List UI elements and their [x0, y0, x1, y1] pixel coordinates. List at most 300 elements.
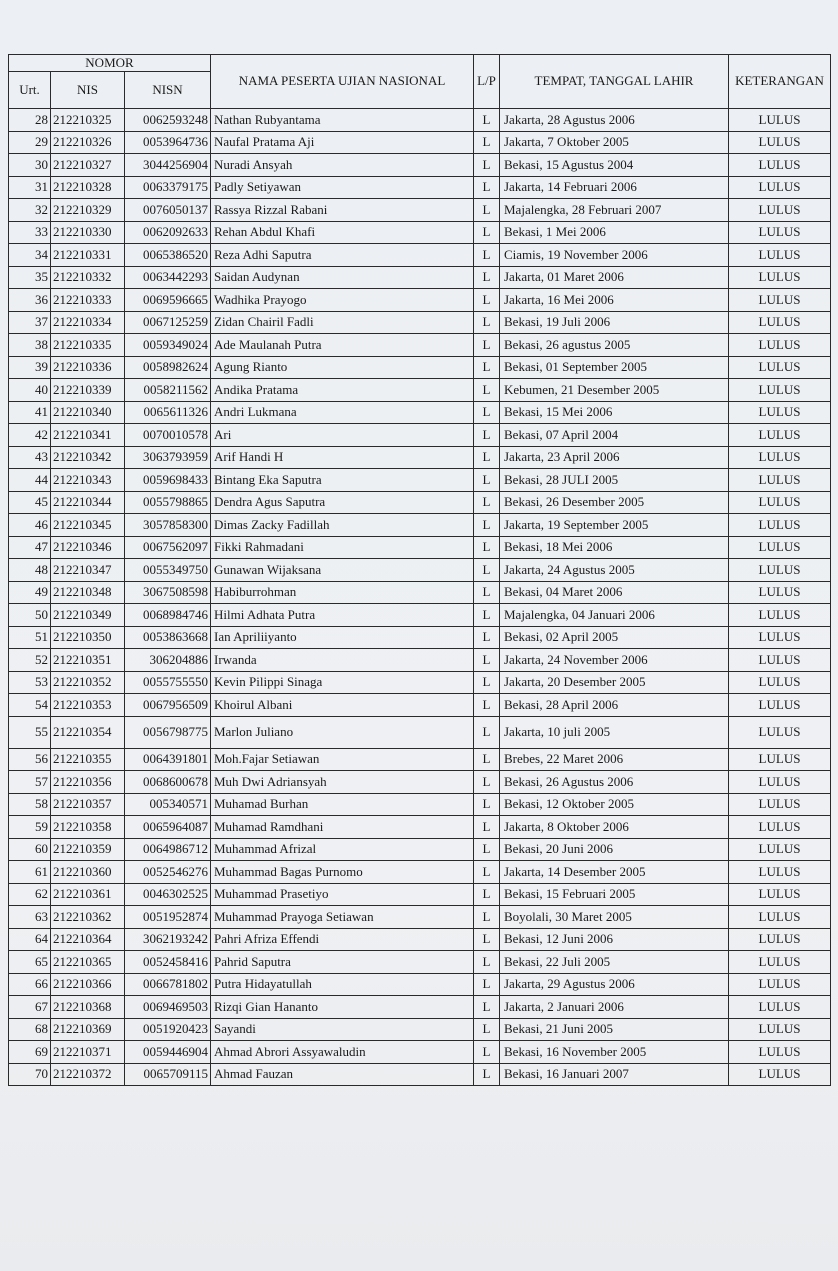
nis-cell: 212210371 — [51, 1041, 125, 1064]
gender-cell: L — [474, 514, 500, 537]
gender-cell: L — [474, 154, 500, 177]
nis-cell: 212210340 — [51, 401, 125, 424]
table-row — [9, 514, 831, 537]
gender-cell: L — [474, 446, 500, 469]
table-row — [9, 626, 831, 649]
name-cell: Habiburrohman — [211, 581, 474, 604]
table-row — [9, 581, 831, 604]
name-cell: Padly Setiyawan — [211, 176, 474, 199]
row-number: 55 — [9, 716, 51, 748]
status-cell: LULUS — [729, 906, 831, 929]
name-cell: Agung Rianto — [211, 356, 474, 379]
nisn-cell: 0065386520 — [125, 244, 211, 267]
nisn-cell: 3062193242 — [125, 928, 211, 951]
name-cell: Andri Lukmana — [211, 401, 474, 424]
nisn-cell: 0076050137 — [125, 199, 211, 222]
table-header — [9, 55, 831, 109]
row-number: 28 — [9, 109, 51, 132]
gender-cell: L — [474, 334, 500, 357]
birthplace-date-cell: Bekasi, 02 April 2005 — [500, 626, 729, 649]
header-nis: NIS — [51, 72, 125, 109]
nisn-cell: 0065964087 — [125, 816, 211, 839]
row-number: 38 — [9, 334, 51, 357]
status-cell: LULUS — [729, 771, 831, 794]
gender-cell: L — [474, 424, 500, 447]
nis-cell: 212210344 — [51, 491, 125, 514]
birthplace-date-cell: Jakarta, 20 Desember 2005 — [500, 671, 729, 694]
gender-cell: L — [474, 401, 500, 424]
nisn-cell: 0068984746 — [125, 604, 211, 627]
status-cell: LULUS — [729, 109, 831, 132]
row-number: 64 — [9, 928, 51, 951]
gender-cell: L — [474, 771, 500, 794]
row-number: 29 — [9, 131, 51, 154]
row-number: 59 — [9, 816, 51, 839]
name-cell: Muhamad Burhan — [211, 793, 474, 816]
table-row — [9, 716, 831, 748]
gender-cell: L — [474, 996, 500, 1019]
nis-cell: 212210327 — [51, 154, 125, 177]
gender-cell: L — [474, 671, 500, 694]
name-cell: Reza Adhi Saputra — [211, 244, 474, 267]
header-nomor: NOMOR — [9, 55, 211, 72]
status-cell: LULUS — [729, 379, 831, 402]
birthplace-date-cell: Majalengka, 04 Januari 2006 — [500, 604, 729, 627]
status-cell: LULUS — [729, 469, 831, 492]
table-row — [9, 446, 831, 469]
name-cell: Hilmi Adhata Putra — [211, 604, 474, 627]
nis-cell: 212210325 — [51, 109, 125, 132]
gender-cell: L — [474, 1018, 500, 1041]
name-cell: Khoirul Albani — [211, 694, 474, 717]
nisn-cell: 3044256904 — [125, 154, 211, 177]
gender-cell: L — [474, 793, 500, 816]
birthplace-date-cell: Bekasi, 15 Agustus 2004 — [500, 154, 729, 177]
status-cell: LULUS — [729, 928, 831, 951]
birthplace-date-cell: Jakarta, 24 November 2006 — [500, 649, 729, 672]
birthplace-date-cell: Bekasi, 04 Maret 2006 — [500, 581, 729, 604]
status-cell: LULUS — [729, 536, 831, 559]
nisn-cell: 0070010578 — [125, 424, 211, 447]
birthplace-date-cell: Jakarta, 10 juli 2005 — [500, 716, 729, 748]
birthplace-date-cell: Bekasi, 19 Juli 2006 — [500, 311, 729, 334]
name-cell: Nathan Rubyantama — [211, 109, 474, 132]
nisn-cell: 3063793959 — [125, 446, 211, 469]
nis-cell: 212210345 — [51, 514, 125, 537]
status-cell: LULUS — [729, 748, 831, 771]
header-urt: Urt. — [9, 72, 51, 109]
nisn-cell: 0064391801 — [125, 748, 211, 771]
gender-cell: L — [474, 838, 500, 861]
status-cell: LULUS — [729, 816, 831, 839]
birthplace-date-cell: Bekasi, 20 Juni 2006 — [500, 838, 729, 861]
row-number: 46 — [9, 514, 51, 537]
gender-cell: L — [474, 1063, 500, 1086]
status-cell: LULUS — [729, 581, 831, 604]
status-cell: LULUS — [729, 671, 831, 694]
table-row — [9, 838, 831, 861]
nisn-cell: 0055755550 — [125, 671, 211, 694]
gender-cell: L — [474, 109, 500, 132]
header-nisn: NISN — [125, 72, 211, 109]
status-cell: LULUS — [729, 973, 831, 996]
nis-cell: 212210358 — [51, 816, 125, 839]
nisn-cell: 0065611326 — [125, 401, 211, 424]
table-row — [9, 356, 831, 379]
birthplace-date-cell: Bekasi, 28 April 2006 — [500, 694, 729, 717]
name-cell: Andika Pratama — [211, 379, 474, 402]
table-row — [9, 379, 831, 402]
row-number: 68 — [9, 1018, 51, 1041]
row-number: 65 — [9, 951, 51, 974]
name-cell: Rassya Rizzal Rabani — [211, 199, 474, 222]
name-cell: Putra Hidayatullah — [211, 973, 474, 996]
table-row — [9, 244, 831, 267]
name-cell: Pahri Afriza Effendi — [211, 928, 474, 951]
status-cell: LULUS — [729, 861, 831, 884]
nis-cell: 212210349 — [51, 604, 125, 627]
nisn-cell: 3067508598 — [125, 581, 211, 604]
nis-cell: 212210352 — [51, 671, 125, 694]
name-cell: Gunawan Wijaksana — [211, 559, 474, 582]
name-cell: Dimas Zacky Fadillah — [211, 514, 474, 537]
row-number: 30 — [9, 154, 51, 177]
birthplace-date-cell: Jakarta, 16 Mei 2006 — [500, 289, 729, 312]
table-row — [9, 154, 831, 177]
birthplace-date-cell: Kebumen, 21 Desember 2005 — [500, 379, 729, 402]
name-cell: Ahmad Fauzan — [211, 1063, 474, 1086]
status-cell: LULUS — [729, 266, 831, 289]
row-number: 52 — [9, 649, 51, 672]
table-row — [9, 951, 831, 974]
birthplace-date-cell: Jakarta, 2 Januari 2006 — [500, 996, 729, 1019]
name-cell: Saidan Audynan — [211, 266, 474, 289]
birthplace-date-cell: Boyolali, 30 Maret 2005 — [500, 906, 729, 929]
nisn-cell: 0058982624 — [125, 356, 211, 379]
nisn-cell: 0055349750 — [125, 559, 211, 582]
nis-cell: 212210350 — [51, 626, 125, 649]
birthplace-date-cell: Bekasi, 26 Agustus 2006 — [500, 771, 729, 794]
nisn-cell: 0058211562 — [125, 379, 211, 402]
nisn-cell: 0067562097 — [125, 536, 211, 559]
table-row — [9, 289, 831, 312]
status-cell: LULUS — [729, 951, 831, 974]
birthplace-date-cell: Bekasi, 01 September 2005 — [500, 356, 729, 379]
status-cell: LULUS — [729, 154, 831, 177]
nis-cell: 212210361 — [51, 883, 125, 906]
gender-cell: L — [474, 883, 500, 906]
status-cell: LULUS — [729, 716, 831, 748]
gender-cell: L — [474, 951, 500, 974]
gender-cell: L — [474, 289, 500, 312]
gender-cell: L — [474, 626, 500, 649]
name-cell: Ian Apriliiyanto — [211, 626, 474, 649]
status-cell: LULUS — [729, 199, 831, 222]
table-row — [9, 424, 831, 447]
birthplace-date-cell: Bekasi, 12 Oktober 2005 — [500, 793, 729, 816]
row-number: 47 — [9, 536, 51, 559]
nis-cell: 212210353 — [51, 694, 125, 717]
nis-cell: 212210328 — [51, 176, 125, 199]
birthplace-date-cell: Jakarta, 19 September 2005 — [500, 514, 729, 537]
status-cell: LULUS — [729, 626, 831, 649]
row-number: 31 — [9, 176, 51, 199]
status-cell: LULUS — [729, 244, 831, 267]
birthplace-date-cell: Brebes, 22 Maret 2006 — [500, 748, 729, 771]
gender-cell: L — [474, 649, 500, 672]
gender-cell: L — [474, 311, 500, 334]
table-row — [9, 221, 831, 244]
gender-cell: L — [474, 928, 500, 951]
nis-cell: 212210360 — [51, 861, 125, 884]
birthplace-date-cell: Bekasi, 16 November 2005 — [500, 1041, 729, 1064]
table-row — [9, 906, 831, 929]
table-row — [9, 131, 831, 154]
nis-cell: 212210333 — [51, 289, 125, 312]
row-number: 60 — [9, 838, 51, 861]
status-cell: LULUS — [729, 289, 831, 312]
name-cell: Muhammad Prasetiyo — [211, 883, 474, 906]
table-row — [9, 771, 831, 794]
table-row — [9, 1063, 831, 1086]
nis-cell: 212210359 — [51, 838, 125, 861]
table-row — [9, 861, 831, 884]
table-row — [9, 266, 831, 289]
nisn-cell: 0059349024 — [125, 334, 211, 357]
header-nama: NAMA PESERTA UJIAN NASIONAL — [211, 55, 474, 109]
status-cell: LULUS — [729, 694, 831, 717]
nisn-cell: 0053964736 — [125, 131, 211, 154]
birthplace-date-cell: Jakarta, 14 Februari 2006 — [500, 176, 729, 199]
row-number: 50 — [9, 604, 51, 627]
name-cell: Naufal Pratama Aji — [211, 131, 474, 154]
nis-cell: 212210366 — [51, 973, 125, 996]
gender-cell: L — [474, 469, 500, 492]
nisn-cell: 0062092633 — [125, 221, 211, 244]
table-row — [9, 883, 831, 906]
status-cell: LULUS — [729, 996, 831, 1019]
row-number: 36 — [9, 289, 51, 312]
nisn-cell: 0056798775 — [125, 716, 211, 748]
gender-cell: L — [474, 1041, 500, 1064]
gender-cell: L — [474, 199, 500, 222]
row-number: 40 — [9, 379, 51, 402]
nisn-cell: 3057858300 — [125, 514, 211, 537]
birthplace-date-cell: Jakarta, 8 Oktober 2006 — [500, 816, 729, 839]
status-cell: LULUS — [729, 514, 831, 537]
name-cell: Fikki Rahmadani — [211, 536, 474, 559]
birthplace-date-cell: Bekasi, 26 agustus 2005 — [500, 334, 729, 357]
row-number: 33 — [9, 221, 51, 244]
gender-cell: L — [474, 716, 500, 748]
name-cell: Dendra Agus Saputra — [211, 491, 474, 514]
status-cell: LULUS — [729, 1041, 831, 1064]
name-cell: Muhamad Ramdhani — [211, 816, 474, 839]
nis-cell: 212210351 — [51, 649, 125, 672]
status-cell: LULUS — [729, 883, 831, 906]
status-cell: LULUS — [729, 491, 831, 514]
table-row — [9, 973, 831, 996]
nis-cell: 212210368 — [51, 996, 125, 1019]
nisn-cell: 0069596665 — [125, 289, 211, 312]
birthplace-date-cell: Jakarta, 29 Agustus 2006 — [500, 973, 729, 996]
nis-cell: 212210362 — [51, 906, 125, 929]
row-number: 67 — [9, 996, 51, 1019]
gender-cell: L — [474, 906, 500, 929]
nis-cell: 212210372 — [51, 1063, 125, 1086]
table-row — [9, 109, 831, 132]
name-cell: Bintang Eka Saputra — [211, 469, 474, 492]
gender-cell: L — [474, 581, 500, 604]
name-cell: Rizqi Gian Hananto — [211, 996, 474, 1019]
nisn-cell: 0052458416 — [125, 951, 211, 974]
row-number: 51 — [9, 626, 51, 649]
status-cell: LULUS — [729, 604, 831, 627]
table-row — [9, 536, 831, 559]
table-row — [9, 1018, 831, 1041]
table-row — [9, 816, 831, 839]
table-row — [9, 793, 831, 816]
nisn-cell: 0053863668 — [125, 626, 211, 649]
gender-cell: L — [474, 379, 500, 402]
nis-cell: 212210354 — [51, 716, 125, 748]
name-cell: Moh.Fajar Setiawan — [211, 748, 474, 771]
name-cell: Marlon Juliano — [211, 716, 474, 748]
nisn-cell: 0067125259 — [125, 311, 211, 334]
row-number: 32 — [9, 199, 51, 222]
status-cell: LULUS — [729, 176, 831, 199]
birthplace-date-cell: Bekasi, 26 Desember 2005 — [500, 491, 729, 514]
nis-cell: 212210347 — [51, 559, 125, 582]
gender-cell: L — [474, 221, 500, 244]
table-row — [9, 604, 831, 627]
birthplace-date-cell: Bekasi, 18 Mei 2006 — [500, 536, 729, 559]
header-ttl: TEMPAT, TANGGAL LAHIR — [500, 55, 729, 109]
nisn-cell: 306204886 — [125, 649, 211, 672]
nisn-cell: 0066781802 — [125, 973, 211, 996]
nis-cell: 212210346 — [51, 536, 125, 559]
gender-cell: L — [474, 816, 500, 839]
row-number: 62 — [9, 883, 51, 906]
gender-cell: L — [474, 356, 500, 379]
table-row — [9, 311, 831, 334]
nisn-cell: 0063379175 — [125, 176, 211, 199]
row-number: 37 — [9, 311, 51, 334]
name-cell: Muhammad Prayoga Setiawan — [211, 906, 474, 929]
nis-cell: 212210369 — [51, 1018, 125, 1041]
name-cell: Muhammad Bagas Purnomo — [211, 861, 474, 884]
gender-cell: L — [474, 559, 500, 582]
nisn-cell: 0051952874 — [125, 906, 211, 929]
nis-cell: 212210336 — [51, 356, 125, 379]
birthplace-date-cell: Ciamis, 19 November 2006 — [500, 244, 729, 267]
nisn-cell: 0059698433 — [125, 469, 211, 492]
name-cell: Ari — [211, 424, 474, 447]
row-number: 66 — [9, 973, 51, 996]
nisn-cell: 0046302525 — [125, 883, 211, 906]
row-number: 57 — [9, 771, 51, 794]
table-row — [9, 996, 831, 1019]
row-number: 54 — [9, 694, 51, 717]
graduation-table — [8, 54, 831, 1086]
birthplace-date-cell: Jakarta, 23 April 2006 — [500, 446, 729, 469]
birthplace-date-cell: Jakarta, 28 Agustus 2006 — [500, 109, 729, 132]
table-row — [9, 491, 831, 514]
row-number: 56 — [9, 748, 51, 771]
row-number: 35 — [9, 266, 51, 289]
status-cell: LULUS — [729, 356, 831, 379]
nisn-cell: 0059446904 — [125, 1041, 211, 1064]
row-number: 41 — [9, 401, 51, 424]
status-cell: LULUS — [729, 559, 831, 582]
nisn-cell: 0068600678 — [125, 771, 211, 794]
birthplace-date-cell: Majalengka, 28 Februari 2007 — [500, 199, 729, 222]
birthplace-date-cell: Bekasi, 15 Mei 2006 — [500, 401, 729, 424]
status-cell: LULUS — [729, 1018, 831, 1041]
table-row — [9, 671, 831, 694]
row-number: 70 — [9, 1063, 51, 1086]
birthplace-date-cell: Jakarta, 24 Agustus 2005 — [500, 559, 729, 582]
gender-cell: L — [474, 244, 500, 267]
birthplace-date-cell: Bekasi, 12 Juni 2006 — [500, 928, 729, 951]
gender-cell: L — [474, 491, 500, 514]
header-lp: L/P — [474, 55, 500, 109]
row-number: 34 — [9, 244, 51, 267]
nis-cell: 212210343 — [51, 469, 125, 492]
table-row — [9, 1041, 831, 1064]
row-number: 42 — [9, 424, 51, 447]
gender-cell: L — [474, 176, 500, 199]
nis-cell: 212210365 — [51, 951, 125, 974]
header-keterangan: KETERANGAN — [729, 55, 831, 109]
status-cell: LULUS — [729, 334, 831, 357]
gender-cell: L — [474, 861, 500, 884]
birthplace-date-cell: Bekasi, 15 Februari 2005 — [500, 883, 729, 906]
name-cell: Rehan Abdul Khafi — [211, 221, 474, 244]
name-cell: Muhammad Afrizal — [211, 838, 474, 861]
nis-cell: 212210357 — [51, 793, 125, 816]
row-number: 61 — [9, 861, 51, 884]
nisn-cell: 0051920423 — [125, 1018, 211, 1041]
row-number: 49 — [9, 581, 51, 604]
nis-cell: 212210332 — [51, 266, 125, 289]
name-cell: Sayandi — [211, 1018, 474, 1041]
table-row — [9, 401, 831, 424]
gender-cell: L — [474, 266, 500, 289]
name-cell: Arif Handi H — [211, 446, 474, 469]
birthplace-date-cell: Jakarta, 01 Maret 2006 — [500, 266, 729, 289]
status-cell: LULUS — [729, 838, 831, 861]
birthplace-date-cell: Bekasi, 07 April 2004 — [500, 424, 729, 447]
nisn-cell: 0063442293 — [125, 266, 211, 289]
status-cell: LULUS — [729, 401, 831, 424]
status-cell: LULUS — [729, 649, 831, 672]
table-row — [9, 928, 831, 951]
graduation-list-sheet — [8, 54, 830, 1086]
birthplace-date-cell: Bekasi, 28 JULI 2005 — [500, 469, 729, 492]
nisn-cell: 0052546276 — [125, 861, 211, 884]
birthplace-date-cell: Jakarta, 7 Oktober 2005 — [500, 131, 729, 154]
table-row — [9, 649, 831, 672]
gender-cell: L — [474, 536, 500, 559]
nis-cell: 212210331 — [51, 244, 125, 267]
nis-cell: 212210335 — [51, 334, 125, 357]
nis-cell: 212210329 — [51, 199, 125, 222]
nis-cell: 212210339 — [51, 379, 125, 402]
table-row — [9, 334, 831, 357]
nis-cell: 212210341 — [51, 424, 125, 447]
table-row — [9, 176, 831, 199]
